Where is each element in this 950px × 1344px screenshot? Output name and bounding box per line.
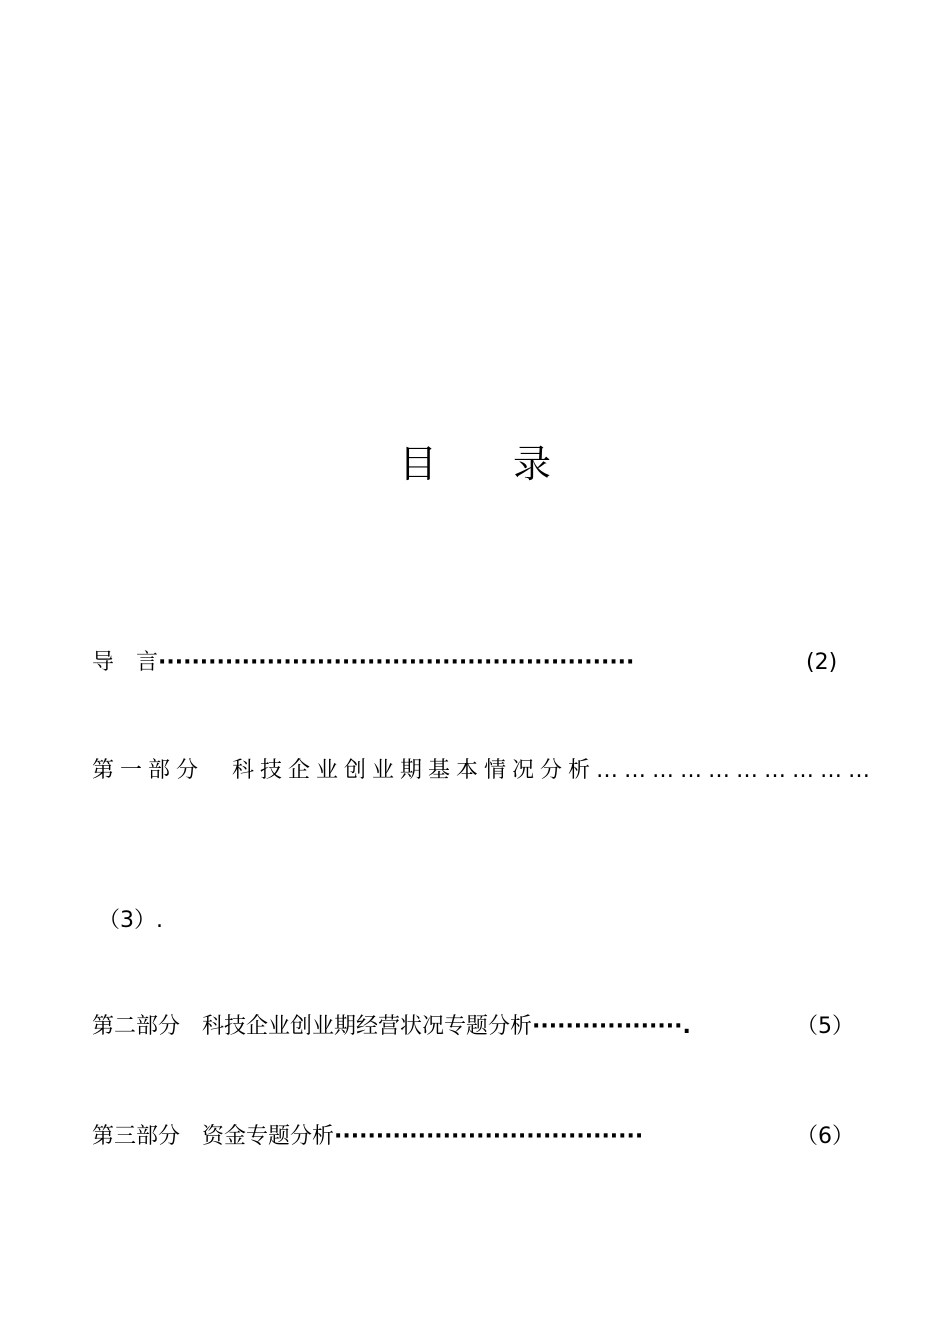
- toc-entry-label: 导 言: [92, 650, 159, 675]
- title-char-right: 录: [513, 442, 552, 486]
- page-title: [0, 438, 950, 490]
- toc-entry-label: 第三部分 资金专题分析: [92, 1124, 335, 1149]
- toc-entry-label: 第一部分 科技企业创业期基本情况分析: [92, 758, 597, 783]
- title-char-left: 目: [398, 442, 437, 486]
- toc-page-number: （5）: [796, 1014, 854, 1039]
- toc-entry-part-three: [92, 1122, 643, 1152]
- toc-entry-label: 第二部分 科技企业创业期经营状况专题分析: [92, 1014, 533, 1039]
- toc-entry-part-one: [92, 756, 876, 786]
- toc-leader-dots: ·····································: [334, 1124, 644, 1149]
- toc-leader-dots: ··················.: [532, 1014, 691, 1039]
- toc-page-number: （6）: [796, 1124, 854, 1149]
- toc-entry-part-two: [92, 1012, 691, 1042]
- toc-leader-dots: …………………………: [596, 758, 877, 783]
- toc-leader-dots: ·························································: [158, 650, 635, 675]
- toc-page-number: (2): [806, 650, 838, 675]
- toc-entry-intro: [92, 648, 634, 678]
- toc-page-number: （3）.: [98, 908, 163, 933]
